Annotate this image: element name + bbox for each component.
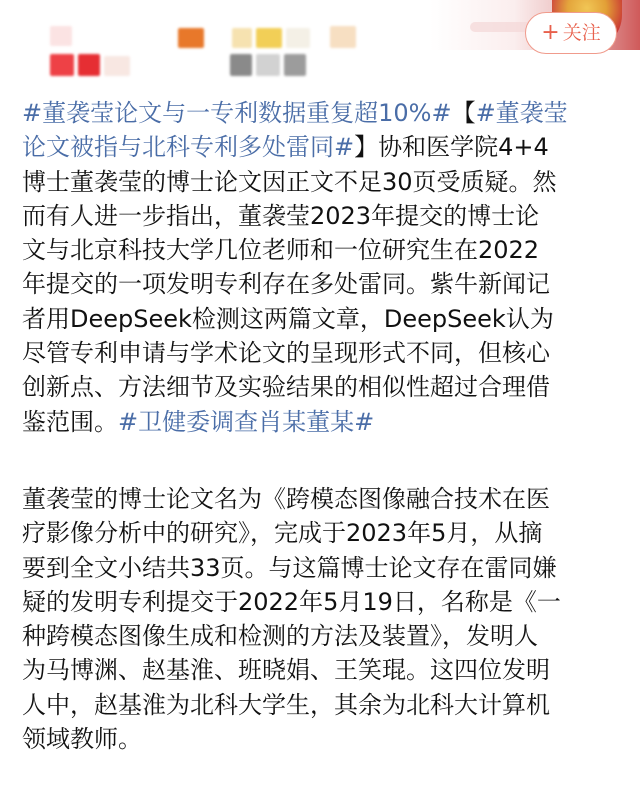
paragraph-gap [22, 439, 622, 482]
post-text: 要到全文小结共33页。与这篇博士论文存在雷同嫌 [22, 553, 557, 582]
follow-button[interactable] [525, 12, 617, 54]
text-line [22, 370, 622, 404]
text-line [22, 405, 622, 439]
post-text: 疗影像分析中的研究》，完成于2023年5月，从摘 [22, 519, 543, 548]
post-text: 种跨模态图像生成和检测的方法及装置》，发明人 [22, 622, 538, 651]
post-text: 董袭莹的博士论文名为《跨模态图像融合技术在医 [22, 484, 550, 513]
post-text: 创新点、方法细节及实验结果的相似性超过合理借 [22, 373, 550, 402]
post-text: 领域教师。 [22, 725, 142, 754]
post-body [22, 96, 622, 756]
post-text: 鉴范围。 [22, 407, 118, 436]
post-text: 博士董袭莹的博士论文因正文不足30页受质疑。然 [22, 167, 557, 196]
plus-icon: + [541, 20, 560, 45]
text-line [22, 551, 622, 585]
blurred-meta-fragment [50, 54, 74, 76]
post-paragraph-2 [22, 482, 622, 756]
text-line [22, 688, 622, 722]
post-text: 尽管专利申请与学术论文的呈现形式不同，但核心 [22, 339, 550, 368]
hashtag-link[interactable]: #董袭莹论文与一专利数据重复超10%# [22, 99, 452, 127]
blurred-meta-fragment [230, 54, 252, 76]
post-text: 年提交的一项发明专利存在多处雷同。紫牛新闻记 [22, 270, 550, 299]
post-text: 为马博渊、赵基淮、班晓娟、王笑琨。这四位发明 [22, 656, 550, 685]
text-line [22, 96, 622, 130]
blurred-meta-fragment [104, 56, 130, 76]
post-text: 文与北京科技大学几位老师和一位研究生在2022 [22, 236, 540, 265]
hashtag-link[interactable]: #董袭莹 [475, 99, 568, 127]
text-line [22, 267, 622, 301]
follow-button-label: 关注 [562, 21, 601, 44]
text-line [22, 585, 622, 619]
hashtag-link[interactable]: 论文被指与北科专利多处雷同# [22, 133, 355, 162]
blurred-name-fragment [286, 28, 310, 48]
blurred-name-fragment [256, 28, 282, 48]
post-paragraph-1 [22, 96, 622, 439]
post-text: 【 [451, 99, 476, 127]
hashtag-link[interactable]: #卫健委调查肖某董某# [118, 407, 375, 436]
text-line [22, 722, 622, 756]
text-line [22, 653, 622, 687]
post-text: 疑的发明专利提交于2022年5月19日，名称是《一 [22, 587, 561, 616]
post-text: 者用DeepSeek检测这两篇文章，DeepSeek认为 [22, 304, 554, 333]
text-line [22, 516, 622, 550]
text-line [22, 130, 622, 164]
text-line [22, 336, 622, 370]
post-header [0, 0, 640, 92]
blurred-meta-fragment [256, 54, 280, 76]
text-line [22, 165, 622, 199]
post-text: 】协和医学院4+4 [354, 133, 549, 162]
blurred-name-fragment [178, 28, 204, 48]
text-line [22, 199, 622, 233]
text-line [22, 233, 622, 267]
blurred-name-fragment [232, 28, 252, 48]
text-line [22, 619, 622, 653]
blurred-name-fragment [330, 26, 356, 48]
text-line [22, 302, 622, 336]
post-text: 人中，赵基淮为北科大学生，其余为北科大计算机 [22, 690, 550, 719]
blurred-meta-fragment [284, 54, 306, 76]
post-text: 而有人进一步指出，董袭莹2023年提交的博士论 [22, 201, 540, 230]
blurred-meta-fragment [78, 54, 100, 76]
text-line [22, 482, 622, 516]
blurred-avatar-fragment [50, 26, 72, 46]
